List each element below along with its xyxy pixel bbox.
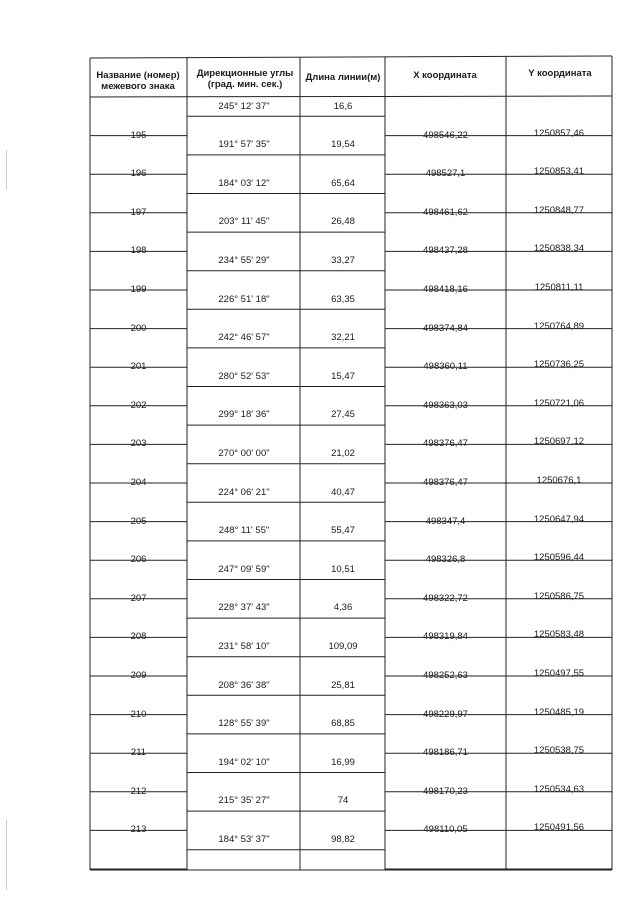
point-name: 202 <box>130 399 147 411</box>
direction-angle: 245° 12' 37" <box>218 100 270 112</box>
y-coordinate: 1250586,75 <box>533 590 585 602</box>
y-coordinate: 1250485,19 <box>533 706 585 718</box>
y-coordinate: 1250538,75 <box>533 745 585 757</box>
line-length: 33,27 <box>331 255 355 267</box>
line-length: 16,6 <box>333 100 353 112</box>
line-length: 63,35 <box>331 293 355 305</box>
line-length: 40,47 <box>331 486 355 498</box>
x-coordinate: 498360,11 <box>423 361 468 373</box>
x-coordinate: 498374,84 <box>423 322 468 334</box>
x-coordinate: 498252,63 <box>423 670 468 681</box>
line-length: 15,47 <box>331 370 355 382</box>
point-name: 201 <box>130 361 147 373</box>
y-coordinate: 1250838,34 <box>533 243 585 255</box>
x-coordinate: 498546,22 <box>423 129 468 141</box>
direction-angle: 234° 55' 29" <box>218 255 270 267</box>
direction-angle: 299° 18' 36" <box>218 409 270 421</box>
point-name: 200 <box>130 322 147 334</box>
x-coordinate: 498418,16 <box>423 284 468 295</box>
x-coordinate: 498437,28 <box>423 245 468 257</box>
y-coordinate: 1250596,44 <box>533 552 585 564</box>
header-x: X координата <box>413 70 477 81</box>
x-coordinate: 498376,47 <box>423 438 468 450</box>
line-length: 68,85 <box>331 718 355 730</box>
x-coordinate: 498376,47 <box>423 477 468 488</box>
y-coordinate: 1250736,25 <box>533 359 585 371</box>
direction-angle: 231° 58' 10" <box>218 641 270 653</box>
x-coordinate: 498319,84 <box>423 631 468 643</box>
x-coordinate: 498110,05 <box>423 824 468 836</box>
y-coordinate: 1250647,94 <box>533 513 585 525</box>
direction-angle: 228° 37' 43" <box>218 602 270 614</box>
y-coordinate: 1250491,56 <box>533 822 585 834</box>
header-y: Y координата <box>528 68 592 79</box>
y-coordinate: 1250848,77 <box>533 204 585 216</box>
y-coordinate: 1250764,89 <box>533 320 585 332</box>
point-name: 199 <box>130 284 147 295</box>
line-length: 10,51 <box>331 563 355 575</box>
y-coordinate: 1250857,46 <box>533 127 585 139</box>
direction-angle: 184° 03' 12" <box>218 177 270 189</box>
line-length: 65,64 <box>331 177 355 189</box>
line-length: 109,09 <box>328 641 358 653</box>
direction-angle: 184° 53' 37" <box>218 834 270 846</box>
point-name: 196 <box>130 168 147 180</box>
direction-angle: 270° 00' 00" <box>218 448 270 460</box>
y-coordinate: 1250583,48 <box>533 629 585 641</box>
line-length: 98,82 <box>331 834 355 846</box>
direction-angle: 194° 02' 10" <box>218 756 270 768</box>
direction-angle: 191° 57' 35" <box>218 139 270 151</box>
direction-angle: 248° 11' 55" <box>218 525 270 537</box>
line-length: 4,36 <box>333 602 353 614</box>
line-length: 55,47 <box>331 525 355 537</box>
point-name: 210 <box>130 708 147 720</box>
y-coordinate: 1250676,1 <box>536 475 582 486</box>
line-length: 21,02 <box>331 448 355 460</box>
header-divider <box>90 96 612 97</box>
header-name: Название (номер) межевого знака <box>96 70 180 92</box>
line-length: 74 <box>337 795 349 807</box>
point-name: 198 <box>130 245 147 257</box>
point-name: 213 <box>130 824 147 836</box>
x-coordinate: 498229,97 <box>423 708 468 720</box>
point-name: 195 <box>130 129 147 141</box>
line-length: 27,45 <box>331 409 355 421</box>
line-length: 25,81 <box>331 679 355 691</box>
point-name: 211 <box>130 747 147 759</box>
direction-angle: 226° 51' 18" <box>218 293 270 305</box>
point-name: 208 <box>130 631 147 643</box>
line-length: 19,54 <box>331 139 355 151</box>
scan-edge-mark <box>6 150 7 190</box>
y-coordinate: 1250811,11 <box>534 282 584 293</box>
x-coordinate: 498347,4 <box>425 515 466 527</box>
point-name: 212 <box>130 785 147 797</box>
scan-edge-mark <box>6 820 7 890</box>
x-coordinate: 498527,1 <box>425 168 466 180</box>
line-length: 32,21 <box>331 332 355 344</box>
line-length: 26,48 <box>331 216 355 228</box>
y-coordinate: 1250534,63 <box>533 783 585 795</box>
border-top <box>90 56 612 58</box>
header-angle: Дирекционные углы (град. мин. сек.) <box>196 68 294 90</box>
x-coordinate: 498186,71 <box>423 747 468 759</box>
y-coordinate: 1250853,41 <box>533 166 585 178</box>
x-coordinate: 498326,8 <box>425 554 466 566</box>
y-coordinate: 1250497,55 <box>533 668 585 679</box>
x-coordinate: 498363,03 <box>423 399 468 411</box>
direction-angle: 203° 11' 45" <box>218 216 270 228</box>
direction-angle: 215° 35' 27" <box>218 795 270 807</box>
point-name: 197 <box>130 206 147 218</box>
direction-angle: 280° 52' 53" <box>218 370 270 382</box>
x-coordinate: 498461,62 <box>423 206 468 218</box>
x-coordinate: 498322,72 <box>423 592 468 604</box>
point-name: 204 <box>130 477 147 488</box>
direction-angle: 128° 55' 39" <box>218 718 270 730</box>
direction-angle: 247° 09' 59" <box>218 563 270 575</box>
direction-angle: 224° 06' 21" <box>218 486 270 498</box>
y-coordinate: 1250721,06 <box>533 397 585 409</box>
point-name: 206 <box>130 554 147 566</box>
line-length: 16,99 <box>331 756 355 768</box>
point-name: 203 <box>130 438 147 450</box>
point-name: 205 <box>130 515 147 527</box>
y-coordinate: 1250697,12 <box>533 436 585 448</box>
header-length: Длина линии(м) <box>305 72 381 83</box>
x-coordinate: 498170,23 <box>423 785 468 797</box>
point-name: 209 <box>130 670 147 681</box>
point-name: 207 <box>130 592 147 604</box>
direction-angle: 208° 36' 38" <box>218 679 270 691</box>
direction-angle: 242° 46' 57" <box>218 332 270 344</box>
